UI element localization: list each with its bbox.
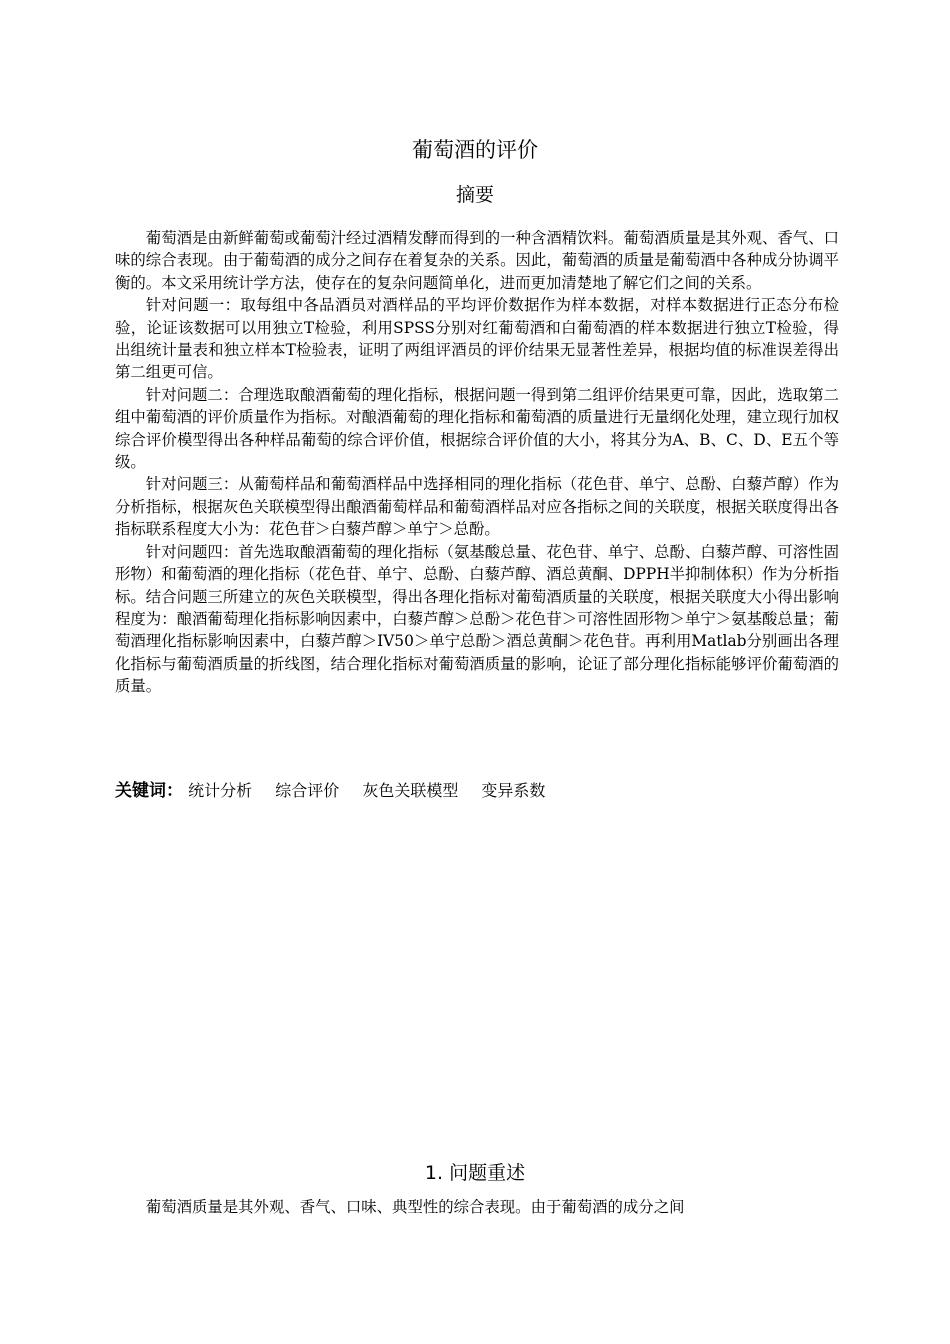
- abstract-heading: 摘要: [455, 184, 494, 206]
- abstract-paragraph-intro: 葡萄酒是由新鲜葡萄或葡萄汁经过酒精发酵而得到的一种含酒精饮料。葡萄酒质量是其外观、香气、口味的综合表现。由于葡萄酒的成分之间存在着复杂的关系。因此，葡萄酒的质量是葡萄酒中各种成分协调平衡的。本文采用统计学方法，使存在的复杂问题简单化，进而更加清楚地了解它们之间的关系。: [115, 229, 839, 292]
- section-heading-restatement: 1. 问题重述: [424, 1162, 526, 1184]
- keyword-item: 综合评价: [275, 781, 340, 800]
- paper-title: 葡萄酒的评价: [412, 138, 538, 162]
- abstract-body: [115, 227, 839, 698]
- keyword-item: 变异系数: [481, 781, 546, 800]
- abstract-paragraph-problem-4: 针对问题四：首先选取酿酒葡萄的理化指标（氨基酸总量、花色苷、单宁、总酚、白藜芦醇、可溶性固形物）和葡萄酒的理化指标（花色苷、单宁、总酚、白藜芦醇、酒总黄酮、DPPH半抑制体积）作为分析指标。结合问题三所建立的灰色关联模型，得出各理化指标对葡萄酒质量的关联度，根据关联度大小得出影响程度为：酿酒葡萄理化指标影响因素中，白藜芦醇＞总酚＞花色苷＞可溶性固形物＞单宁＞氨基酸总量；葡萄酒理化指标影响因素中，白藜芦醇＞IV50＞单宁总酚＞酒总黄酮＞花色苷。再利用Matlab分别画出各理化指标与葡萄酒质量的折线图，结合理化指标对葡萄酒质量的影响，论证了部分理化指标能够评价葡萄酒的质量。: [115, 542, 839, 696]
- abstract-paragraph-problem-3: 针对问题三：从葡萄样品和葡萄酒样品中选择相同的理化指标（花色苷、单宁、总酚、白藜芦醇）作为分析指标，根据灰色关联模型得出酿酒葡萄样品和葡萄酒样品对应各指标之间的关联度，根据关联度得出各指标联系程度大小为：花色苷＞白藜芦醇＞单宁＞总酚。: [115, 475, 839, 539]
- section-body-restatement: 葡萄酒质量是其外观、香气、口味、典型性的综合表现。由于葡萄酒的成分之间: [145, 1198, 685, 1216]
- keyword-item: 灰色关联模型: [362, 781, 459, 800]
- keyword-item: 统计分析: [188, 781, 253, 800]
- abstract-paragraph-problem-2: 针对问题二：合理选取酿酒葡萄的理化指标，根据问题一得到第二组评价结果更可靠，因此，选取第二组中葡萄酒的评价质量作为指标。对酿酒葡萄的理化指标和葡萄酒的质量进行无量纲化处理，建立现行加权综合评价模型得出各种样品葡萄的综合评价值，根据综合评价值的大小，将其分为A、B、C、D、E五个等级。: [115, 385, 839, 472]
- keywords-label: 关键词：: [115, 781, 183, 801]
- abstract-paragraph-problem-1: 针对问题一：取每组中各品酒员对酒样品的平均评价数据作为样本数据，对样本数据进行正态分布检验，论证该数据可以用独立T检验，利用SPSS分别对红葡萄酒和白葡萄酒的样本数据进行独立T检验，得出组统计量表和独立样本T检验表，证明了两组评酒员的评价结果无显著性差异，根据均值的标准误差得出第二组更可信。: [115, 296, 839, 382]
- keywords-line: [115, 780, 563, 802]
